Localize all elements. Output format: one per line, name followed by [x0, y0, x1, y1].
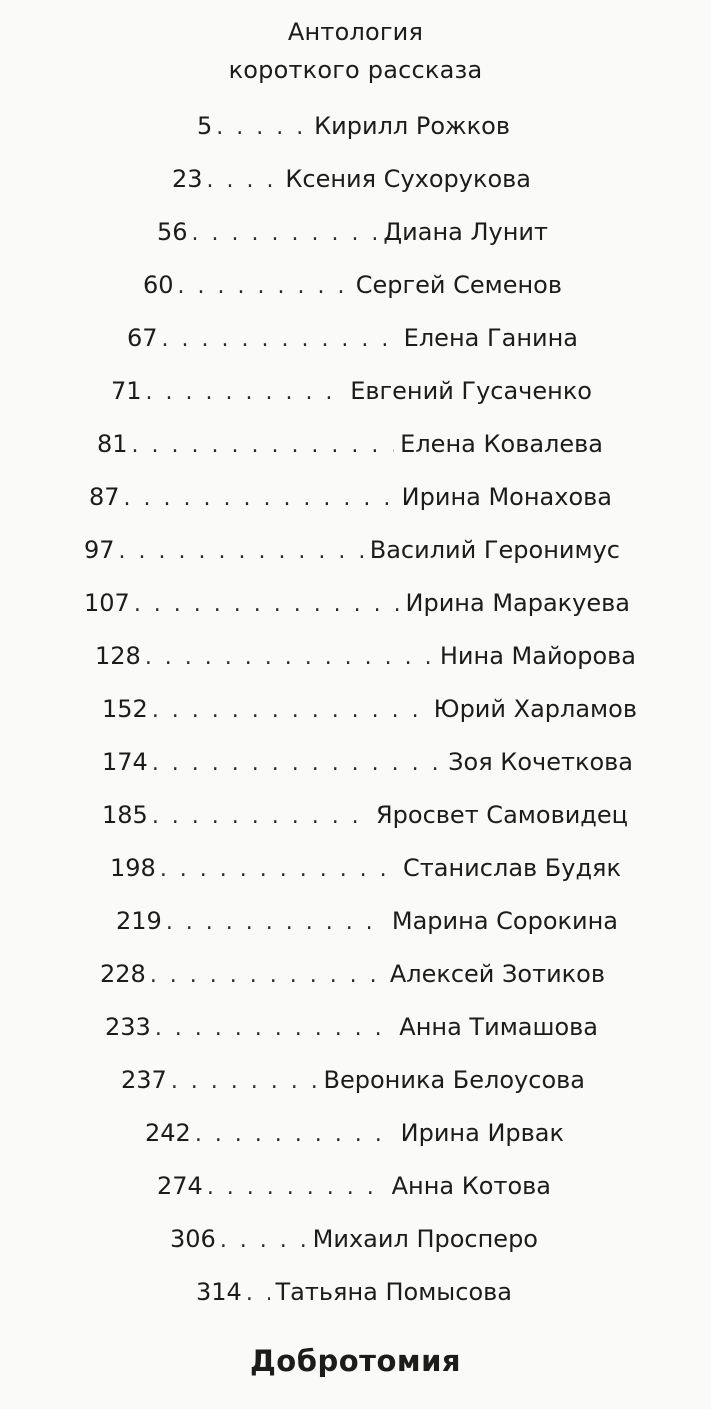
toc-page-number: 306	[170, 1225, 216, 1253]
toc-author-name: Станислав Будяк	[403, 854, 621, 882]
toc-author-name: Марина Сорокина	[391, 907, 618, 935]
toc-author-name: Анна Котова	[391, 1172, 551, 1200]
toc-page-number: 185	[102, 801, 148, 829]
toc-page-number: 60	[143, 271, 174, 299]
toc-entry	[157, 218, 548, 254]
toc-leader-dots	[152, 751, 442, 776]
toc-leader-dots	[119, 539, 364, 564]
toc-leader-dots	[195, 1122, 395, 1147]
toc-author-name: Сергей Семенов	[355, 271, 562, 299]
toc-entry	[116, 907, 618, 943]
toc-author-name: Нина Майорова	[439, 642, 636, 670]
toc-entry	[196, 1278, 512, 1314]
toc-entry	[97, 430, 603, 466]
toc-author-name: Елена Ковалева	[400, 430, 603, 458]
toc-entry	[84, 589, 630, 625]
toc-leader-dots	[207, 1175, 386, 1200]
toc-entry	[127, 324, 578, 360]
toc-leader-dots	[216, 115, 308, 140]
toc-entry	[172, 165, 531, 201]
toc-page-number: 5	[197, 112, 213, 140]
anthology-subtitle: короткого рассказа	[228, 56, 483, 84]
toc-page-number: 97	[84, 536, 115, 564]
toc-author-name: Ирина Ирвак	[400, 1119, 564, 1147]
toc-leader-dots	[146, 380, 345, 405]
toc-entry	[157, 1172, 551, 1208]
toc-leader-dots	[171, 1069, 318, 1094]
toc-entry	[145, 1119, 564, 1155]
toc-page-number: 81	[97, 430, 128, 458]
toc-entry	[110, 854, 621, 890]
toc-page-number: 152	[102, 695, 148, 723]
toc-author-name: Елена Ганина	[403, 324, 578, 352]
toc-page-number: 219	[116, 907, 162, 935]
toc-author-name: Анна Тимашова	[399, 1013, 598, 1041]
toc-leader-dots	[162, 327, 398, 352]
toc-page-number: 87	[89, 483, 120, 511]
toc-leader-dots	[220, 1228, 307, 1253]
toc-leader-dots	[166, 910, 386, 935]
toc-leader-dots	[178, 274, 350, 299]
anthology-title: Антология	[287, 18, 424, 46]
toc-entry	[102, 748, 633, 784]
toc-entry	[102, 801, 628, 837]
toc-entry	[102, 695, 637, 731]
toc-author-name: Зоя Кочеткова	[448, 748, 633, 776]
toc-page-number: 67	[127, 324, 158, 352]
toc-leader-dots	[145, 645, 434, 670]
toc-entry	[197, 112, 510, 148]
toc-page-number: 314	[196, 1278, 242, 1306]
toc-entry	[121, 1066, 585, 1102]
toc-leader-dots	[192, 221, 378, 246]
toc-leader-dots	[150, 963, 384, 988]
toc-page-number: 274	[157, 1172, 203, 1200]
toc-entry	[105, 1013, 598, 1049]
toc-page-number: 233	[105, 1013, 151, 1041]
toc-page-number: 71	[111, 377, 142, 405]
toc-leader-dots	[160, 857, 397, 882]
toc-author-name: Ксения Сухорукова	[285, 165, 531, 193]
toc-entry	[111, 377, 592, 413]
toc-entry	[89, 483, 612, 519]
toc-entry	[170, 1225, 538, 1261]
toc-author-name: Василий Геронимус	[369, 536, 620, 564]
toc-leader-dots	[132, 433, 395, 458]
publisher-name: Добротомия	[249, 1344, 462, 1378]
toc-page-number: 56	[157, 218, 188, 246]
toc-page-number: 242	[145, 1119, 191, 1147]
toc-entry	[100, 960, 605, 996]
toc-page-number: 228	[100, 960, 146, 988]
toc-leader-dots	[152, 804, 370, 829]
toc-entry	[84, 536, 620, 572]
toc-leader-dots	[124, 486, 396, 511]
toc-page-number: 107	[84, 589, 130, 617]
toc-page-number: 237	[121, 1066, 167, 1094]
toc-page-number: 23	[172, 165, 203, 193]
toc-author-name: Алексей Зотиков	[389, 960, 605, 988]
toc-author-name: Вероника Белоусова	[323, 1066, 585, 1094]
toc-page-number: 174	[102, 748, 148, 776]
toc-leader-dots	[246, 1281, 270, 1306]
toc-author-name: Кирилл Рожков	[314, 112, 510, 140]
toc-leader-dots	[134, 592, 400, 617]
toc-author-name: Диана Лунит	[383, 218, 548, 246]
toc-author-name: Юрий Харламов	[433, 695, 637, 723]
toc-author-name: Михаил Просперо	[312, 1225, 538, 1253]
toc-leader-dots	[155, 1016, 393, 1041]
toc-author-name: Яросвет Самовидец	[376, 801, 628, 829]
toc-entry	[143, 271, 562, 307]
toc-leader-dots	[152, 698, 428, 723]
toc-leader-dots	[207, 168, 280, 193]
toc-entry	[95, 642, 636, 678]
toc-author-name: Татьяна Помысова	[275, 1278, 512, 1306]
toc-author-name: Ирина Монахова	[401, 483, 612, 511]
toc-page-number: 128	[95, 642, 141, 670]
toc-page-number: 198	[110, 854, 156, 882]
toc-author-name: Евгений Гусаченко	[350, 377, 592, 405]
toc-author-name: Ирина Маракуева	[405, 589, 630, 617]
